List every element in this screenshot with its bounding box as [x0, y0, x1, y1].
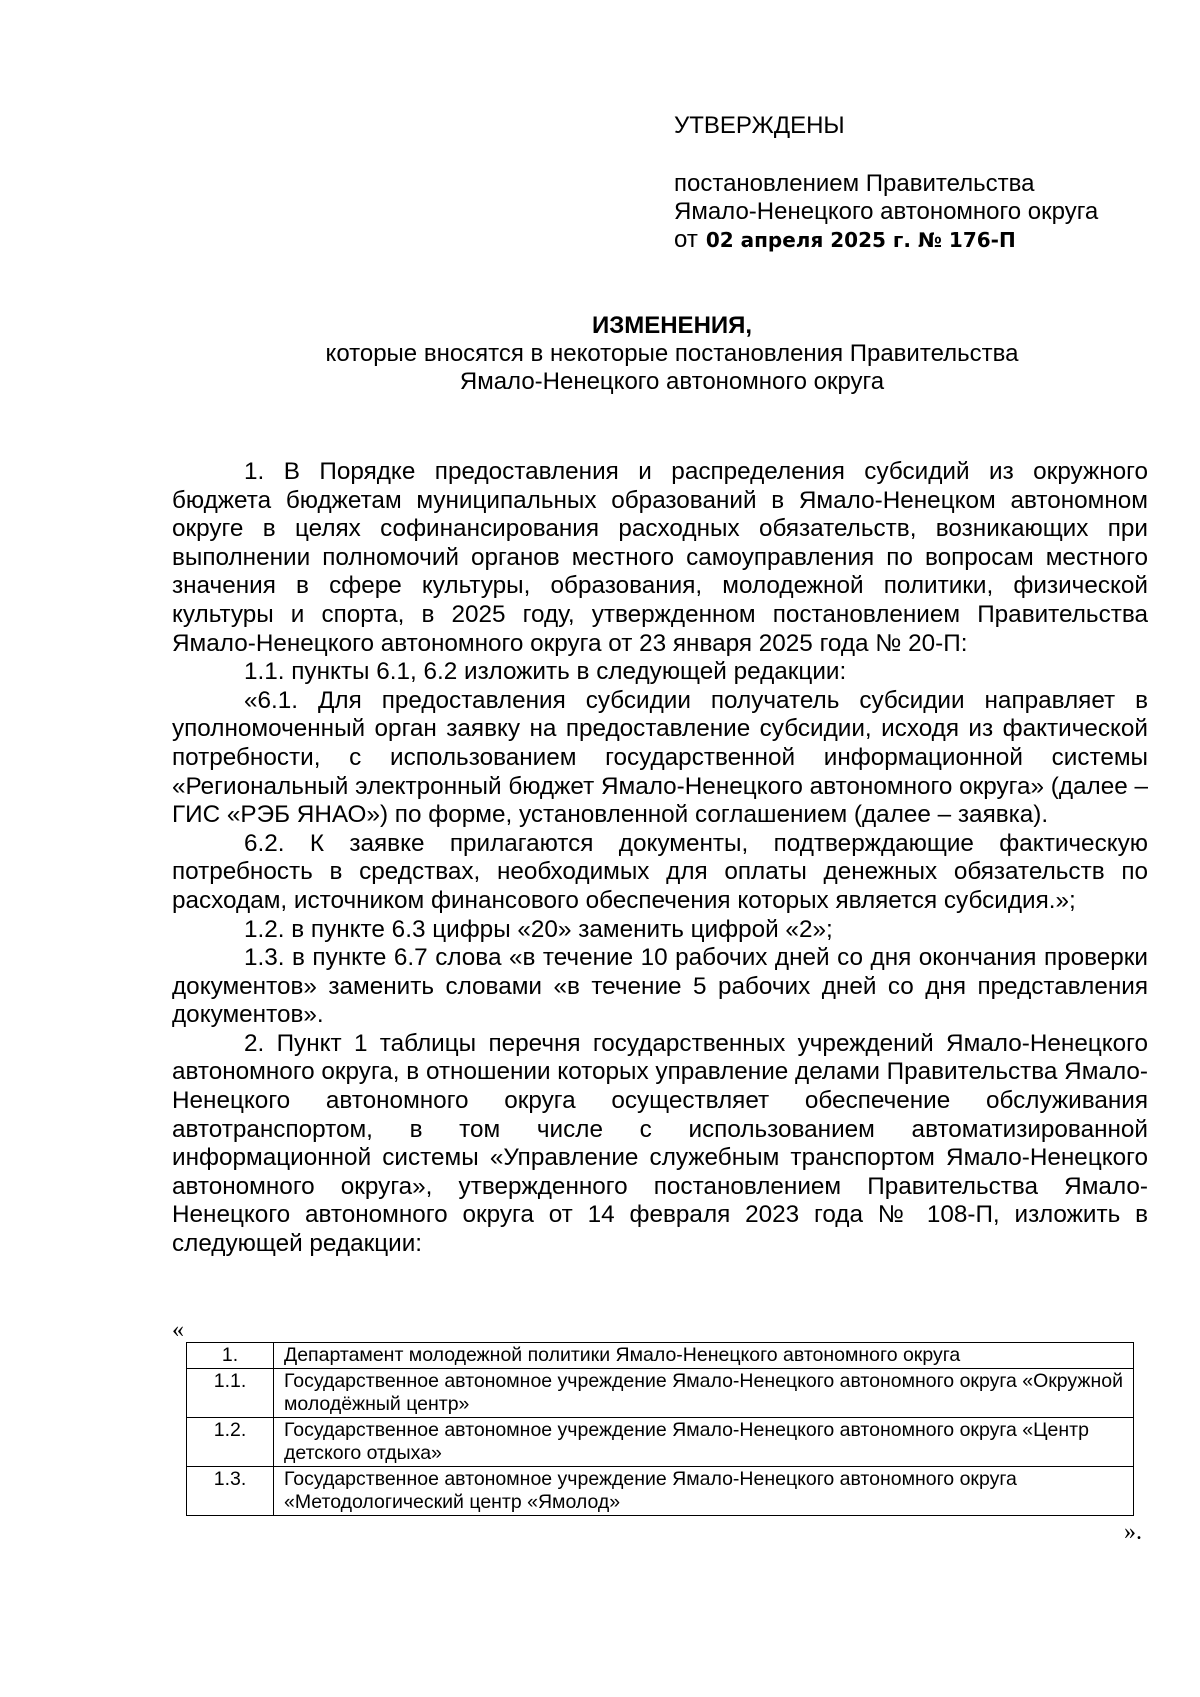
document-title: ИЗМЕНЕНИЯ,	[591, 312, 753, 339]
document-subtitle-line-2: Ямало-Ненецкого автономного округа	[459, 368, 885, 395]
row-name: Государственное автономное учреждение Ямало-Ненецкого автономного округа «Методологический центр «Ямолод»	[274, 1467, 1134, 1516]
paragraph-2: 2. Пункт 1 таблицы перечня государственных учреждений Ямало-Ненецкого автономного округа, в отношении которых управление делами Правительства Ямало-Ненецкого автономного округа осуществляет обеспечение обслуживания автотранспортом, в том числе с использованием автоматизированной информационной системы «Управление служебным транспортом Ямало-Ненецкого автономного округа», утвержденного постановлением Правительства Ямало-Ненецкого автономного округа от 14 февраля 2023 года № 108-П, изложить в следующей редакции:	[172, 1029, 1149, 1258]
table-row	[187, 1418, 1134, 1467]
table-row	[187, 1343, 1134, 1369]
row-number: 1.1.	[187, 1369, 274, 1418]
approval-heading: УТВЕРЖДЕНЫ	[674, 112, 845, 139]
row-name: Департамент молодежной политики Ямало-Ненецкого автономного округа	[274, 1343, 1134, 1369]
paragraph-1-1: 1.1. пункты 6.1, 6.2 изложить в следующей редакции:	[244, 658, 847, 686]
paragraph-1-2: 1.2. в пункте 6.3 цифры «20» заменить цифрой «2»;	[244, 915, 833, 943]
row-number: 1.3.	[187, 1467, 274, 1516]
approval-date-number: 02 апреля 2025 г. № 176-П	[705, 228, 1016, 252]
paragraph-6-1: «6.1. Для предоставления субсидии получатель субсидии направляет в уполномоченный орган заявку на предоставление субсидии, исходя из фактической потребности, с использованием государственной информационной системы «Региональный электронный бюджет Ямало-Ненецкого автономного округа» (далее – ГИС «РЭБ ЯНАО») по форме, установленной соглашением (далее – заявка).	[172, 686, 1148, 829]
document-title-block	[172, 312, 1172, 396]
paragraph-1: 1. В Порядке предоставления и распределения субсидий из окружного бюджета бюджетам муниципальных образований в Ямало-Ненецком автономном округе в целях софинансирования расходных обязательств, возникающих при выполнении полномочий органов местного самоуправления по вопросам местного значения в сфере культуры, образования, молодежной политики, физической культуры и спорта, в 2025 году, утвержденном постановлением Правительства Ямало-Ненецкого автономного округа от 23 января 2025 года № 20-П:	[172, 458, 1148, 657]
row-number: 1.2.	[187, 1418, 274, 1467]
document-subtitle-line-1: которые вносятся в некоторые постановления Правительства	[325, 340, 1019, 367]
approval-line-1: постановлением Правительства	[674, 170, 1035, 197]
approval-date-line	[674, 226, 1174, 254]
quote-open-mark: «	[172, 1317, 184, 1343]
approval-block	[674, 112, 1174, 254]
agencies-table	[186, 1342, 1134, 1516]
row-name: Государственное автономное учреждение Ямало-Ненецкого автономного округа «Окружной молодёжный центр»	[274, 1369, 1134, 1418]
approval-line-2: Ямало-Ненецкого автономного округа	[674, 198, 1099, 225]
row-number: 1.	[187, 1343, 274, 1369]
table-row	[187, 1467, 1134, 1516]
approval-date-prefix: от	[674, 226, 698, 253]
document-body	[172, 458, 1148, 1259]
paragraph-1-3: 1.3. в пункте 6.7 слова «в течение 10 рабочих дней со дня окончания проверки документов» заменить словами «в течение 5 рабочих дней со дня представления документов».	[172, 944, 1148, 1029]
row-name: Государственное автономное учреждение Ямало-Ненецкого автономного округа «Центр детского отдыха»	[274, 1418, 1134, 1467]
quote-close-mark: ».	[1124, 1519, 1142, 1545]
table-row	[187, 1369, 1134, 1418]
paragraph-6-2: 6.2. К заявке прилагаются документы, подтверждающие фактическую потребность в средствах, необходимых для оплаты денежных обязательств по расходам, источником финансового обеспечения которых является субсидия.»;	[172, 829, 1148, 914]
